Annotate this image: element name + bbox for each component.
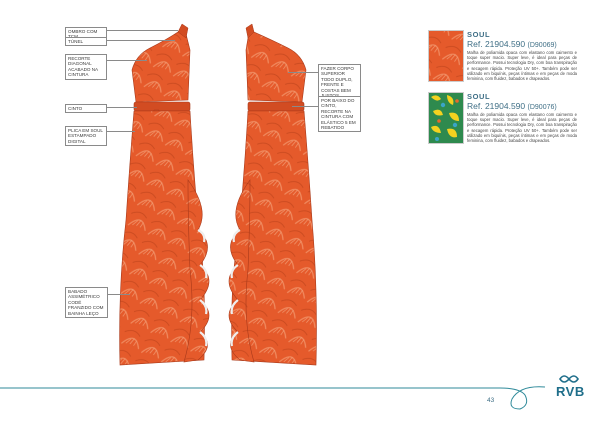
brand-logo: RVB [556,384,585,399]
leader-line [107,107,137,108]
callout-double-bodice: FAZER CORPO SUPERIOR TODO DUPLO, FRENTE E COSTAS BEM [318,64,361,100]
fabric-title: SOUL [467,30,491,39]
fabric-ref-number: Ref. 21904.590 [467,101,526,111]
fabric-swatch-yellow [428,92,464,144]
fabric-swatch-orange [428,30,464,82]
fabric-ref-number: Ref. 21904.590 [467,39,526,49]
fabric-ref [467,101,557,111]
callout-ruffle: BABADO ASSIMÉTRICO CODÉ FRANZIDO COM BAINHA LEÇO [65,287,108,318]
leader-line [292,106,318,107]
leader-line [107,60,147,61]
leader-line [107,30,178,31]
fabric-title: SOUL [467,92,491,101]
page-number: 43 [487,397,495,404]
callout-tunnel: TÚNEL [65,37,107,46]
leader-line [107,40,175,41]
callout-waist-elastic: POR BAIXO DO CINTO, RECORTE NA CINTURA COM ELÁSTICO 5 EM REBATIDO [318,96,361,132]
leader-line [108,294,130,295]
fabric-description: Malha de poliamida opaca com elastano com caimento e toque super macio. Super leve, é ideal para peças de performance. Possui tecnologia Dry, com boa transpiração e secagem rápida. Proteção UV 50+. Também pode ser utilizado em biquínis, peças íntimas e em peças de moda feminina, com fluidez, babados e drapeados. [467,112,577,144]
footer-decorative-line [0,365,600,415]
fabric-ref [467,39,557,49]
leader-line [288,72,318,73]
fabric-code: (D90069) [527,42,557,49]
leader-line [107,131,135,132]
fabric-description: Malha de poliamida opaca com elastano com caimento e toque super macio. Super leve, é ideal para peças de performance. Possui tecnologia Dry, com boa transpiração e secagem rápida. Proteção UV 50+. Também pode ser utilizado em biquínis, peças íntimas e em peças de moda feminina, com fluidez, babados e drapeados. [467,50,577,82]
fabric-code: (D90076) [527,104,557,111]
callout-shoulder: OMBRO COM [65,27,107,42]
callout-print: PLICA EM SOUL ESTAMPADO DIGITAL [65,126,107,146]
callout-diagonal-cut: RECORTE DIAGONAL ACABADO NA CINTURA [65,54,107,80]
callout-belt: CINTO [65,104,107,113]
dress-front-illustration [100,20,220,375]
